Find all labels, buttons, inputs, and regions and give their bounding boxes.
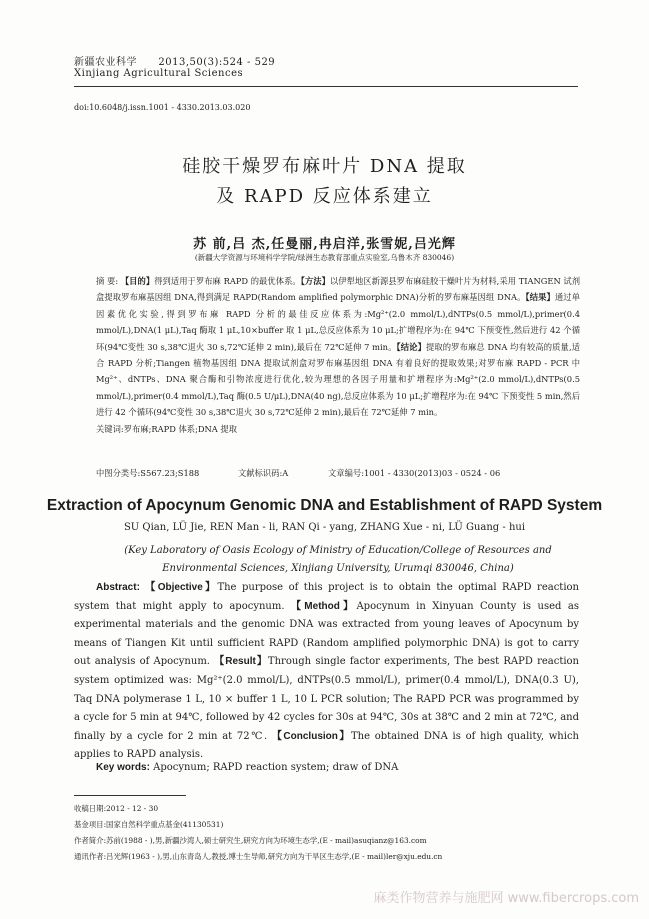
journal-header xyxy=(74,53,275,68)
keywords-cn-label: 关键词: xyxy=(96,423,124,434)
method-en: Apocynum in Xinyuan County is used as experimental materials and the genomic DNA was extracted from young leaves of Apocynum by means of Tiangen Kit until sufficient RAPD (Random amplified polymorphic DNA) is got to carry out analysis of Apocynum. xyxy=(74,600,579,668)
method-tag-cn: 【方法】 xyxy=(300,276,330,286)
abstract-en xyxy=(74,579,579,765)
footnote-rule xyxy=(74,795,186,796)
conclusion-tag-cn: 【结论】 xyxy=(396,341,426,352)
keywords-en-label: Key words: xyxy=(96,762,150,773)
journal-name-en: Xinjiang Agricultural Sciences xyxy=(74,68,244,79)
authors-en: SU Qian, LÜ Jie, REN Man - li, RAN Qi - yang, ZHANG Xue - ni, LÜ Guang - hui xyxy=(123,522,526,533)
keywords-en-line xyxy=(96,762,398,773)
keywords-en: Apocynum; RAPD reaction system; draw of DNA xyxy=(153,762,399,773)
objective-cn: 得到适用于罗布麻 RAPD 的最优体系。 xyxy=(154,276,301,286)
result-tag-en: 【Result】 xyxy=(214,656,268,668)
affiliation-cn: (新疆大学资源与环境科学学院/绿洲生态教育部重点实验室,乌鲁木齐 830046) xyxy=(194,253,455,262)
method-tag-en: 【Method】 xyxy=(291,600,357,612)
watermark: 麻类作物营养与施肥网 www.fibercrops.com xyxy=(373,891,639,906)
affiliation-en: (Key Laboratory of Oasis Ecology of Ministry of Education/College of Resources and Environmental Sciences, Xinjiang University, Urumqi 830046, China) xyxy=(124,545,552,574)
title-cn-line2: 及 RAPD 反应体系建立 xyxy=(216,186,433,207)
conclusion-cn: 提取的罗布麻总 DNA 均有较高的质量,适合 RAPD 分析;Tiangen 植物基因组 DNA 提取试剂盒对罗布麻基因组 DNA 有着良好的提取效果;对罗布麻 RAPD - PCR 中 Mg²⁺、dNTPs、DNA 聚合酶和引物浓度进行优化,较为理想的各因子用量和扩增程序为:Mg²⁺(2.0 mmol/L),dNTPs(0.5 mmol/L),primer(0.4 mmol/L),Taq 酶(0.5 U/μL),DNA(40 ng),总反应体系为 10 μL;扩增程序为:在 94℃ 下预变性 5 min,然后进行 42 个循环(94℃变性 30 s,38℃退火 30 s,72℃延伸 2 min),最后在 72℃延伸 7 min。 xyxy=(96,341,580,418)
authors-cn: 苏 前,吕 杰,任曼丽,冉启洋,张雪妮,吕光辉 xyxy=(193,237,456,252)
abstract-cn xyxy=(96,273,580,437)
footnote-corresponding: 通讯作者:吕光辉(1963 - ),男,山东青岛人,教授,博士生导师,研究方向为干旱区生态学,(E - mail)ler@xju.edu.cn xyxy=(74,852,443,861)
conclusion-tag-en: 【Conclusion】 xyxy=(271,730,351,742)
result-tag-cn: 【结果】 xyxy=(525,292,555,303)
footnote-author: 作者简介:苏前(1988 - ),男,新疆沙湾人,硕士研究生,研究方向为环境生态学,(E - mail)asuqianz@163.com xyxy=(74,836,427,845)
journal-volume: 2013,50(3):524 - 529 xyxy=(158,57,276,68)
document-code: 文献标识码:A xyxy=(238,468,289,478)
doi: doi:10.6048/j.issn.1001 - 4330.2013.03.020 xyxy=(74,103,251,112)
title-cn-line1: 硅胶干燥罗布麻叶片 DNA 提取 xyxy=(182,156,467,177)
footnote-received: 收稿日期:2012 - 12 - 30 xyxy=(74,804,159,813)
header-rule xyxy=(74,86,578,87)
title-en: Extraction of Apocynum Genomic DNA and Establishment of RAPD System xyxy=(46,497,603,514)
result-en: Through single factor experiments, The best RAPD reaction system optimized was: Mg²⁺(2.0 mmol/L), dNTPs(0.5 mmol/L), primer(0.4 mmol/L), DNA(0.3 U), Taq DNA polymerase 1 L, 10 × buffer 1 L, 10 L PCR solution; The RAPD PCR was programmed by a cycle for 5 min at 94℃, followed by 42 cycles for 30s at 94℃, 30s at 38℃ and 2 min at 72℃, and finally by a cycle for 2 min at 72℃. xyxy=(74,656,580,742)
article-number: 文章编号:1001 - 4330(2013)03 - 0524 - 06 xyxy=(328,468,501,478)
footnote-funding: 基金项目:国家自然科学重点基金(41130531) xyxy=(74,820,224,829)
objective-en: The purpose of this project is to obtain the optimal RAPD reaction system that might apply to apocynum. xyxy=(74,582,579,612)
journal-name-cn: 新疆农业科学 xyxy=(74,57,137,68)
abstract-en-label: Abstract: xyxy=(96,582,140,593)
result-cn: 通过单因素优化实验,得到罗布麻 RAPD 分析的最佳反应体系为:Mg²⁺(2.0 mmol/L),dNTPs(0.5 mmol/L),primer(0.4 mmol/L),DNA(1 μL),Taq 酶取 1 μL,10×buffer 取 1 μL,总反应体系为 10 μL;扩增程序为:在 94℃ 下预变性,然后进行 42 个循环(94℃变性 30 s,38℃退火 30 s,72℃延伸 2 min),最后在 72℃延伸 7 min。 xyxy=(96,292,580,352)
clc-number: 中图分类号:S567.23;S188 xyxy=(96,468,200,478)
keywords-cn: 罗布麻;RAPD 体系;DNA 提取 xyxy=(123,423,238,434)
objective-tag-cn: 【目的】 xyxy=(120,276,155,286)
conclusion-en: The obtained DNA is of high quality, which applies to RAPD analysis. xyxy=(74,730,579,761)
method-cn: 以伊犁地区新源县罗布麻硅胶干燥叶片为材料,采用 TIANGEN 试剂盒提取罗布麻基因组 DNA,得到满足 RAPD(Random amplified polymorphic DNA)分析的罗布麻基因组 DNA。 xyxy=(96,276,581,303)
objective-tag-en: 【Objective】 xyxy=(145,582,218,593)
abstract-cn-label: 摘 要: xyxy=(96,276,119,286)
